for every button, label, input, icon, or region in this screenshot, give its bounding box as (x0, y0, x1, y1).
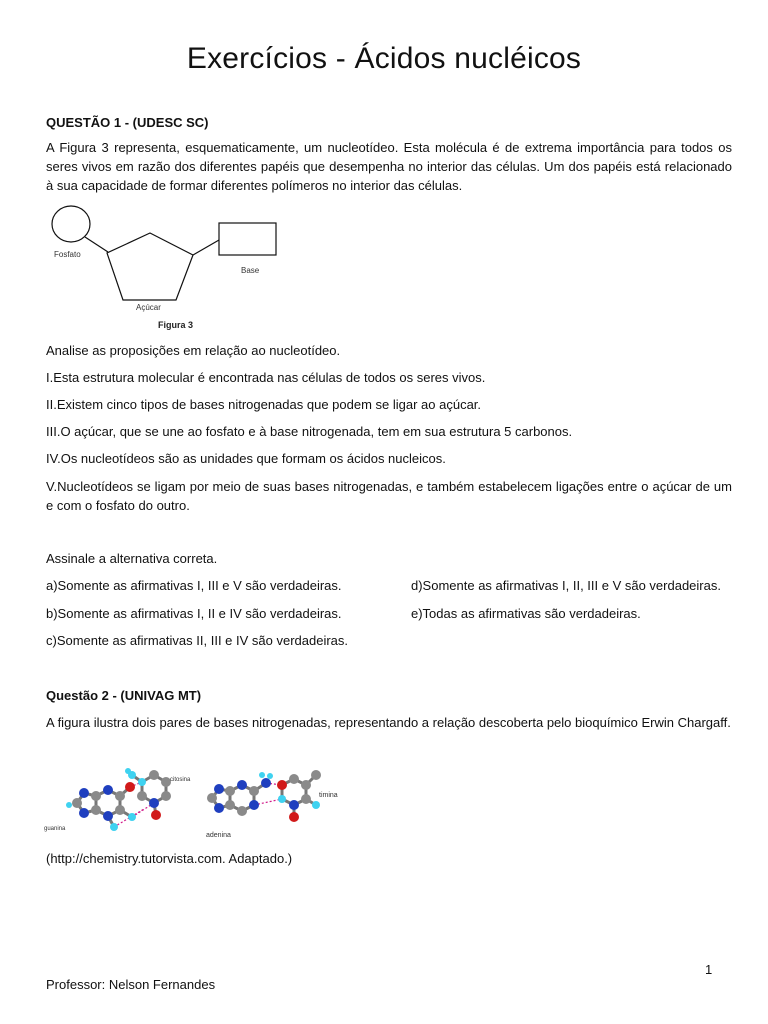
adenine-thymine-pair (206, 770, 338, 839)
figure-caption: Figura 3 (158, 320, 194, 330)
proposition-iii: III.O açúcar, que se une ao fosfato e à base nitrogenada, tem em sua estrutura 5 carbonos. (46, 424, 573, 439)
nucleotide-figure (44, 200, 294, 335)
proposition-ii: II.Existem cinco tipos de bases nitrogenadas que podem se ligar ao açúcar. (46, 397, 482, 412)
timina-label: timina (319, 792, 338, 799)
acucar-label: Açúcar (136, 303, 161, 312)
question-1-heading: QUESTÃO 1 - (UDESC SC) (46, 115, 209, 130)
proposition-iv: IV.Os nucleotídeos são as unidades que formam os ácidos nucleicos. (46, 451, 446, 466)
guanina-label: guanina (44, 826, 66, 832)
option-a: a)Somente as afirmativas I, III e V são verdadeiras. (46, 578, 342, 593)
proposition-i: I.Esta estrutura molecular é encontrada nas células de todos os seres vivos. (46, 370, 486, 385)
adenina-label: adenina (206, 832, 231, 839)
page-number: 1 (705, 962, 713, 977)
phosphate-bond (85, 237, 108, 252)
base-label: Base (241, 266, 260, 275)
question-2-heading: Questão 2 - (UNIVAG MT) (46, 688, 202, 703)
fosfato-label: Fosfato (54, 250, 81, 259)
base-rectangle (219, 223, 276, 255)
phosphate-circle (52, 206, 90, 242)
option-c: c)Somente as afirmativas II, III e IV são verdadeiras. (46, 633, 349, 648)
figure-source: (http://chemistry.tutorvista.com. Adaptado.) (46, 851, 293, 866)
base-pairs-figure (44, 765, 354, 845)
instruction-text: Assinale a alternativa correta. (46, 551, 218, 566)
base-bond (193, 240, 219, 255)
question-1-intro: A Figura 3 representa, esquematicamente, um nucleotídeo. Esta molécula é de extrema importância para todos os seres vivos em razão dos diferentes papéis que desempenha no interior das células. Um dos papéis está relacionado à sua capacidade de formar diferentes polímeros no interior das células. (46, 140, 732, 193)
option-e: e)Todas as afirmativas são verdadeiras. (411, 606, 641, 621)
sugar-pentagon (107, 233, 193, 300)
proposition-v: V.Nucleotídeos se ligam por meio de suas bases nitrogenadas, e também estabelecem ligações entre o açúcar de um e com o fosfato do outro. (46, 479, 732, 513)
citosina-label: citosina (170, 777, 191, 783)
option-b: b)Somente as afirmativas I, II e IV são verdadeiras. (46, 606, 342, 621)
professor-name: Professor: Nelson Fernandes (46, 977, 216, 992)
page-title: Exercícios - Ácidos nucléicos (186, 42, 582, 75)
option-d: d)Somente as afirmativas I, II, III e V são verdadeiras. (411, 578, 721, 593)
guanine-cytosine-pair (44, 768, 191, 832)
analyse-text: Analise as proposições em relação ao nucleotídeo. (46, 343, 341, 358)
question-2-intro: A figura ilustra dois pares de bases nitrogenadas, representando a relação descoberta pelo bioquímico Erwin Chargaff. (46, 715, 731, 730)
